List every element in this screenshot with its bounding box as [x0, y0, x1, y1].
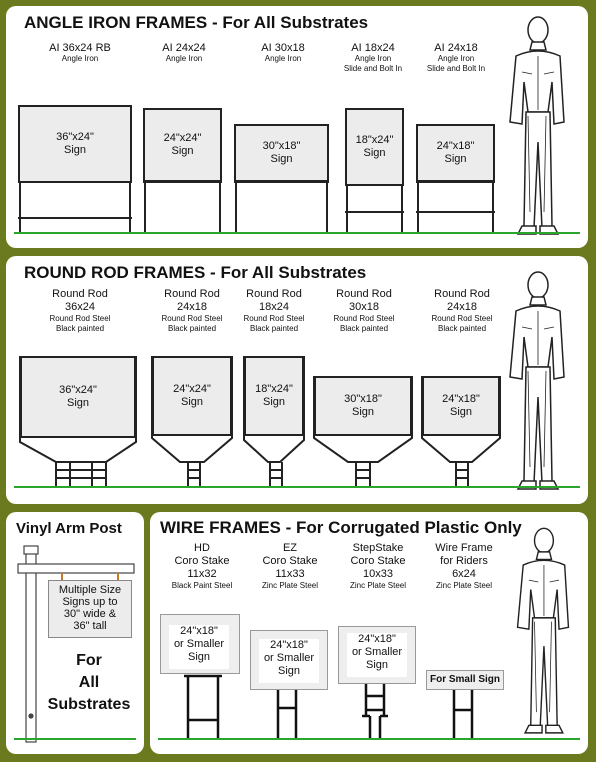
- wire-material: Zinc Plate Steel: [349, 581, 407, 590]
- vinyl-footer-line: Substrates: [47, 696, 131, 713]
- sign-size: 36"x24": [56, 131, 94, 143]
- ground-line: [14, 738, 136, 740]
- round-name: Round Rod: [336, 288, 392, 300]
- round-sign-2: [152, 356, 232, 436]
- sign-size: 24"x24": [173, 383, 211, 395]
- sign-size: 24"x18": [442, 393, 480, 405]
- round-name: Round Rod: [246, 288, 302, 300]
- sign-word: Sign: [449, 406, 473, 418]
- angle-code: AI 36x24 RB: [49, 42, 111, 54]
- round-name: Round Rod: [52, 288, 108, 300]
- sign-size: 18"x24": [355, 134, 394, 146]
- wire-sign-line: Sign: [365, 659, 389, 671]
- vinyl-sign: [48, 580, 132, 638]
- angle-extra: Slide and Bolt In: [426, 64, 486, 73]
- wire-line: for Riders: [440, 555, 488, 567]
- wire-line: HD: [194, 542, 210, 554]
- round-rod-title: ROUND ROD FRAMES - For All Substrates: [24, 263, 367, 282]
- wire-line: Wire Frame: [435, 542, 493, 554]
- round-sign-3: [244, 356, 304, 436]
- angle-material: Angle Iron: [61, 54, 99, 63]
- angle-sign-3: [234, 124, 329, 182]
- sign-word: Sign: [63, 144, 87, 156]
- vinyl-sign-line: 30" wide &: [63, 608, 117, 620]
- sign-size: 30"x18": [344, 393, 382, 405]
- wire-line: Coro Stake: [350, 555, 406, 567]
- round-size: 18x24: [259, 301, 289, 313]
- wire-material: Black Paint Steel: [171, 581, 233, 590]
- wire-panel: [150, 512, 588, 754]
- angle-extra: Slide and Bolt In: [343, 64, 403, 73]
- round-sign-5: [422, 376, 500, 436]
- wire-sign-line: or Smaller: [173, 638, 225, 650]
- vinyl-panel: [6, 512, 144, 754]
- round-finish: Black painted: [339, 324, 389, 333]
- wire-material: Zinc Plate Steel: [261, 581, 319, 590]
- round-material: Round Rod Steel: [161, 314, 223, 323]
- ground-line: [158, 738, 580, 740]
- round-size: 24x18: [447, 301, 477, 313]
- angle-iron-title: ANGLE IRON FRAMES - For All Substrates: [24, 13, 369, 32]
- round-material: Round Rod Steel: [243, 314, 305, 323]
- wire-sign-line: For Small Sign: [429, 674, 500, 685]
- angle-material: Angle Iron: [437, 54, 475, 63]
- round-material: Round Rod Steel: [333, 314, 395, 323]
- vinyl-footer-line: All: [78, 674, 100, 691]
- round-size: 24x18: [177, 301, 207, 313]
- round-material: Round Rod Steel: [431, 314, 493, 323]
- wire-sign-line: 24"x18": [358, 633, 396, 645]
- angle-material: Angle Iron: [165, 54, 203, 63]
- sign-word: Sign: [444, 153, 467, 165]
- round-rod-panel: [6, 256, 588, 504]
- wire-title: WIRE FRAMES - For Corrugated Plastic Only: [160, 518, 522, 537]
- wire-line: 11x32: [187, 568, 217, 580]
- wire-sign-line: or Smaller: [263, 652, 315, 664]
- man-figure-icon: [502, 12, 572, 242]
- ground-line: [14, 486, 580, 488]
- angle-code: AI 30x18: [261, 42, 305, 54]
- angle-code: AI 24x18: [434, 42, 478, 54]
- sign-word: Sign: [262, 396, 286, 408]
- wire-sign-4: [426, 670, 504, 690]
- wire-sign-line: Sign: [277, 665, 301, 677]
- angle-code: AI 18x24: [351, 42, 395, 54]
- round-name: Round Rod: [164, 288, 220, 300]
- wire-line: 10x33: [363, 568, 393, 580]
- round-finish: Black painted: [55, 324, 105, 333]
- round-finish: Black painted: [249, 324, 299, 333]
- angle-sign-1: [18, 105, 132, 183]
- wire-line: 11x33: [275, 568, 305, 580]
- round-finish: Black painted: [167, 324, 217, 333]
- wire-line: Coro Stake: [262, 555, 318, 567]
- wire-line: EZ: [282, 542, 298, 554]
- round-size: 30x18: [349, 301, 379, 313]
- vinyl-sign-line: 36" tall: [73, 620, 107, 632]
- sign-word: Sign: [66, 397, 90, 409]
- man-figure-icon: [510, 516, 576, 748]
- angle-sign-2: [143, 108, 222, 182]
- vinyl-sign-line: Multiple Size: [58, 584, 122, 596]
- wire-sign-line: Sign: [187, 651, 211, 663]
- round-finish: Black painted: [437, 324, 487, 333]
- sign-size: 30"x18": [262, 140, 301, 152]
- wire-sign-line: 24"x18": [180, 625, 218, 637]
- sign-size: 18"x24": [255, 383, 293, 395]
- vinyl-sign-line: Signs up to: [62, 596, 118, 608]
- ground-line: [14, 232, 580, 234]
- wire-line: Coro Stake: [174, 555, 230, 567]
- wire-sign-2: [250, 630, 328, 690]
- angle-material: Angle Iron: [264, 54, 302, 63]
- man-figure-icon: [502, 264, 572, 500]
- sign-size: 24"x18": [436, 140, 475, 152]
- vinyl-title: Vinyl Arm Post: [16, 520, 122, 537]
- wire-sign-line: 24"x18": [270, 639, 308, 651]
- sign-word: Sign: [363, 147, 386, 159]
- vinyl-footer-line: For: [76, 652, 102, 669]
- wire-sign-1: [160, 614, 240, 674]
- wire-sign-3: [338, 626, 416, 684]
- round-name: Round Rod: [434, 288, 490, 300]
- wire-sign-line: or Smaller: [351, 646, 403, 658]
- wire-line: StepStake: [352, 542, 404, 554]
- angle-iron-panel: [6, 6, 588, 248]
- angle-sign-4: [345, 108, 404, 186]
- round-sign-4: [314, 376, 412, 436]
- round-material: Round Rod Steel: [49, 314, 111, 323]
- angle-code: AI 24x24: [162, 42, 206, 54]
- wire-line: 6x24: [452, 568, 476, 580]
- sign-word: Sign: [180, 396, 204, 408]
- round-size: 36x24: [65, 301, 95, 313]
- vinyl-footer: [46, 650, 132, 716]
- angle-material: Angle Iron: [354, 54, 392, 63]
- round-sign-1: [20, 356, 136, 438]
- sign-word: Sign: [270, 153, 293, 165]
- sign-size: 24"x24": [163, 132, 202, 144]
- sign-word: Sign: [351, 406, 375, 418]
- wire-material: Zinc Plate Steel: [435, 581, 493, 590]
- sign-size: 36"x24": [59, 384, 97, 396]
- sign-word: Sign: [171, 145, 194, 157]
- angle-sign-5: [416, 124, 495, 182]
